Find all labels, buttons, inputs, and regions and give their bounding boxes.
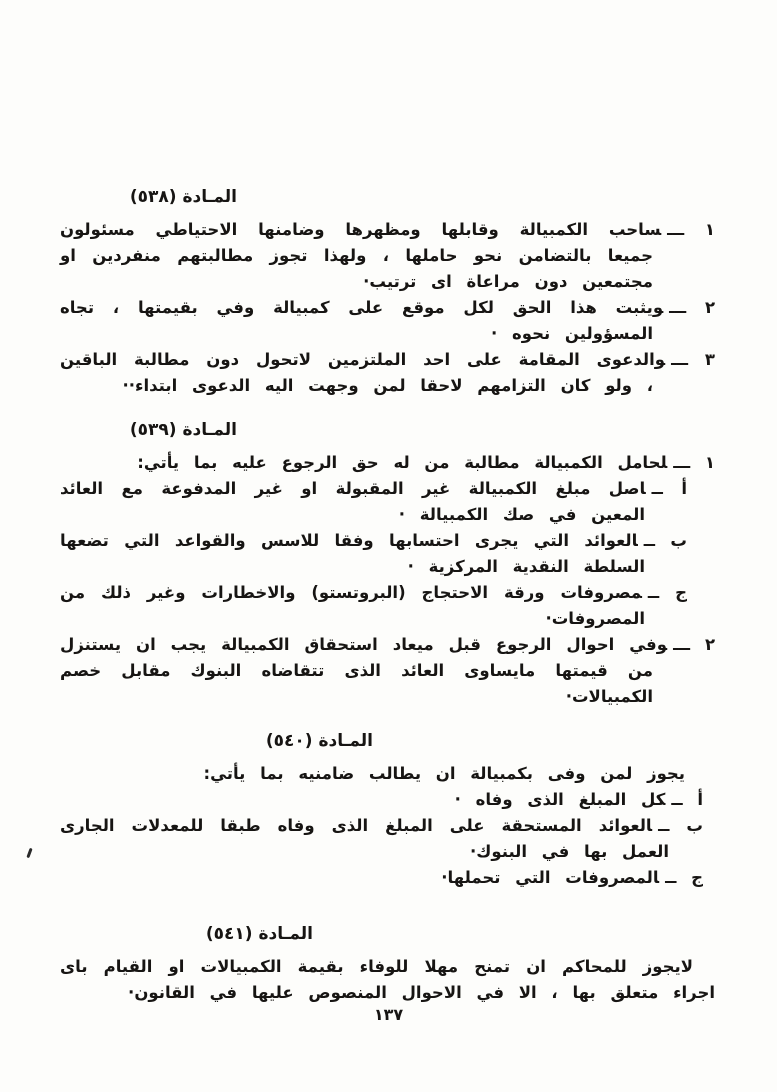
page-number: ١٣٧ bbox=[373, 1005, 404, 1024]
article-539-clause-2 bbox=[60, 632, 715, 710]
article-539-subclause-a bbox=[60, 476, 715, 528]
clause-marker: ٢ ـــ bbox=[669, 298, 716, 317]
clause-text: كل المبلغ الذى وفاه · bbox=[454, 790, 666, 809]
clause-text: مصروفات ورقة الاحتجاج (البروتستو) والاخطارات وغير ذلك من المصروفات· bbox=[60, 583, 645, 628]
article-538 bbox=[60, 184, 715, 399]
clause-text: وفي احوال الرجوع قبل ميعاد استحقاق الكمبيالة يجب ان يستنزل من قيمتها مايساوى العائد الذى تتقاضاه البنوك مقابل خصم الكمبيالات· bbox=[60, 635, 668, 706]
article-538-clause-3 bbox=[60, 347, 715, 399]
clause-text: العوائد المستحقة على المبلغ الذى وفاه طبقا للمعدلات الجارى العمل بها في البنوك· bbox=[60, 816, 669, 861]
clause-text: اصل مبلغ الكمبيالة غير المقبولة او غير المدفوعة مع العائد المعين في صك الكمبيالة · bbox=[60, 479, 646, 524]
clause-marker: ج ــ bbox=[647, 583, 687, 602]
article-539-subclause-c bbox=[60, 580, 715, 632]
article-539 bbox=[60, 417, 715, 710]
article-538-clause-2 bbox=[60, 295, 715, 347]
article-540-subclause-a bbox=[60, 787, 715, 813]
clause-marker: ج ــ bbox=[665, 868, 703, 887]
article-540-subclause-b bbox=[60, 813, 715, 865]
clause-marker: ١ ـــ bbox=[667, 220, 715, 239]
clause-marker: ب ــ bbox=[643, 531, 687, 550]
article-541-body: لايجوز للمحاكم ان تمنح مهلا للوفاء بقيمة الكمبيالات او القيام باى اجراء متعلق بها ، الا في الاحوال المنصوص عليها في القانون· bbox=[60, 957, 715, 1002]
clause-marker: أ ــ bbox=[651, 479, 687, 498]
clause-text: ويثبت هذا الحق لكل موقع على كمبيالة وفي بقيمتها ، تجاه المسؤولين نحوه · bbox=[60, 298, 664, 343]
article-541-heading: المـادة (٥٤١) bbox=[205, 924, 313, 944]
clause-marker: ب ــ bbox=[658, 816, 703, 835]
article-538-clause-1 bbox=[60, 217, 715, 295]
clause-marker: ١ ـــ bbox=[673, 453, 715, 472]
clause-marker: ٢ ـــ bbox=[673, 635, 716, 654]
clause-text: العوائد التي يجرى احتسابها وفقا للاسس والقواعد التي تضعها السلطة النقدية المركزية · bbox=[60, 531, 645, 576]
article-538-heading: المـادة (٥٣٨) bbox=[129, 187, 237, 207]
clause-text: لحامل الكمبيالة مطالبة من له حق الرجوع عليه بما يأتي: bbox=[137, 453, 668, 472]
article-541 bbox=[60, 921, 715, 1006]
clause-text: والدعوى المقامة على احد الملتزمين لاتحول دون مطالبة الباقين ، ولو كان التزامهم لاحقا لمن وجهت اليه الدعوى ابتداء·· bbox=[60, 350, 666, 395]
article-540-intro: يجوز لمن وفى بكمبيالة ان يطالب ضامنيه بما يأتي: bbox=[203, 764, 685, 783]
clause-marker: أ ــ bbox=[671, 790, 703, 809]
article-540-subclause-c bbox=[60, 865, 715, 891]
article-540-heading: المـادة (٥٤٠) bbox=[265, 731, 373, 751]
article-540 bbox=[60, 728, 715, 891]
clause-text: ساحب الكمبيالة وقابلها ومظهرها وضامنها الاحتياطي مسئولون جميعا بالتضامن نحو حاملها ، ولهذا تجوز مطالبتهم منفردين او مجتمعين دون مراعاة اى ترتيب· bbox=[60, 220, 662, 291]
article-539-heading: المـادة (٥٣٩) bbox=[129, 420, 237, 440]
article-539-subclause-b bbox=[60, 528, 715, 580]
clause-marker: ٣ ـــ bbox=[671, 350, 715, 369]
article-539-clause-1 bbox=[60, 450, 715, 476]
clause-text: المصروفات التي تحملها· bbox=[441, 868, 660, 887]
stray-mark bbox=[26, 848, 32, 858]
